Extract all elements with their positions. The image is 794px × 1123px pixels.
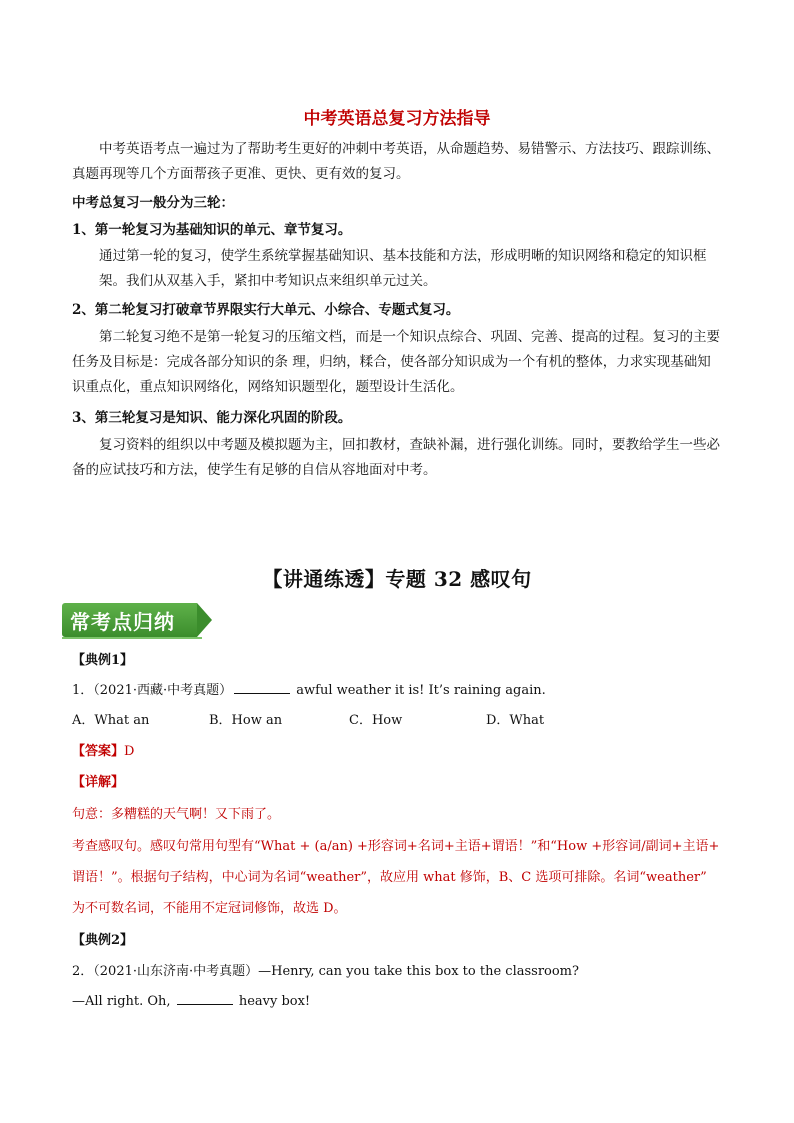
round2-heading: 2、第二轮复习打破章节界限实行大单元、小综合、专题式复习。 [72,302,460,318]
round3-text: 复习资料的组织以中考题及模拟题为主，回扣教材，查缺补漏，进行强化训练。同时，要教给学生一些必备的应试技巧和方法，使学生有足够的自信从容地面对中考。 [72,437,720,478]
option-a: A．What an [72,713,150,728]
explain-label: 【详解】 [72,775,125,790]
option-c: C．How [349,713,403,728]
section-badge [62,603,212,637]
answer-value: D [124,744,135,759]
badge-label: 常考点归纳 [70,610,175,634]
round3-heading: 3、第三轮复习是知识、能力深化巩固的阶段。 [72,410,352,426]
round1-text: 通过第一轮的复习，使学生系统掌握基础知识、基本技能和方法，形成明晰的知识网络和稳定的知识框架。我们从双基入手，紧扣中考知识点来组织单元过关。 [99,248,707,289]
round2-text: 第二轮复习绝不是第一轮复习的压缩文档，而是一个知识点综合、巩固、完善、提高的过程。复习的主要任务及目标是：完成各部分知识的条 理，归纳，糅合，使各部分知识成为一个有机的整体，力求实现基础知识重点化，重点知识网络化，网络知识题型化，题型设计生活化。 [72,329,720,395]
answer-blank [234,681,290,694]
example1-question [72,679,546,698]
example1-question-prefix: 1．（2021·西藏·中考真题） [72,683,233,698]
example2-reply-suffix: heavy box! [234,994,311,1009]
badge-arrow-icon [197,603,212,637]
guide-title: 中考英语总复习方法指导 [303,109,491,129]
example2-reply [72,992,310,1009]
answer-label: 【答案】 [72,744,125,759]
example1-answer [72,740,134,759]
option-d: D．What [486,713,545,728]
lesson-title: 【讲通练透】专题 32 感叹句 [262,567,532,591]
example1-label: 【典例1】 [72,653,134,668]
explain-line-1: 考查感叹句。感叹句常用句型有“What + (a/an) +形容词+名词+主语+谓语！”和“How +形容词/副词+主语+ [72,839,720,854]
explain-line-3: 为不可数名词，不能用不定冠词修饰，故选 D。 [72,901,347,916]
rounds-heading: 中考总复习一般分为三轮： [72,195,234,211]
explain-line-2: 谓语！”。根据句子结构，中心词为名词“weather”，故应用 what 修饰，B、C 选项可排除。名词“weather” [72,870,707,885]
example1-question-suffix: awful weather it is! It’s raining again. [292,683,546,698]
guide-intro: 中考英语考点一遍过为了帮助考生更好的冲刺中考英语，从命题趋势、易错警示、方法技巧、跟踪训练、真题再现等几个方面帮孩子更准、更快、更有效的复习。 [72,141,720,182]
round1-heading: 1、第一轮复习为基础知识的单元、章节复习。 [72,222,352,238]
answer-blank-2 [177,992,233,1005]
example2-reply-prefix: —All right. Oh, [72,994,175,1009]
example2-question: 2．（2021·山东济南·中考真题）—Henry, can you take this box to the classroom? [72,964,579,979]
explain-meaning: 句意：多糟糕的天气啊！又下雨了。 [72,807,281,822]
badge-underline [62,637,202,639]
example1-options [72,709,732,729]
example2-label: 【典例2】 [72,933,134,948]
option-b: B．How an [209,713,283,728]
